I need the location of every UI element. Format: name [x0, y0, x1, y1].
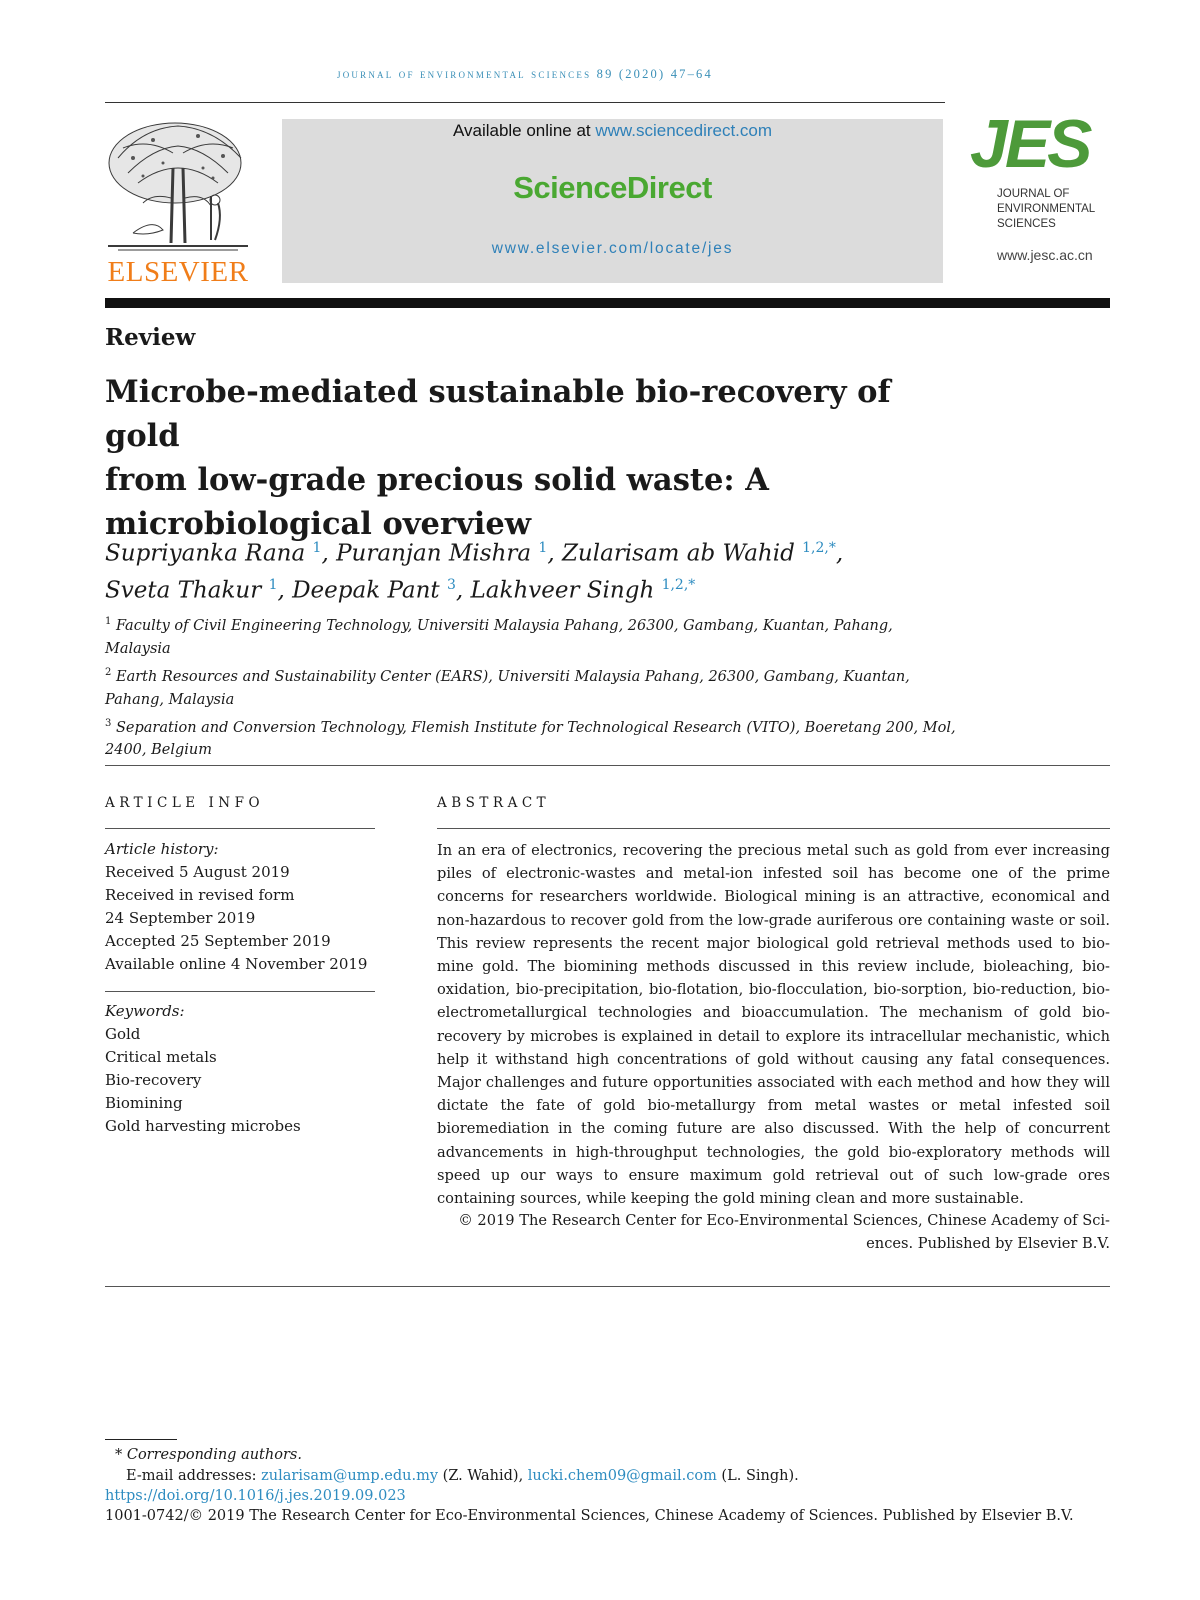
abstract-copyright: [437, 1209, 1110, 1255]
sciencedirect-brand: ScienceDirect: [513, 170, 712, 205]
masthead-rule: [105, 298, 1110, 308]
doi-link[interactable]: https://doi.org/10.1016/j.jes.2019.09.023: [105, 1488, 406, 1504]
email-link-wahid[interactable]: zularisam@ump.edu.my: [261, 1468, 439, 1484]
header-rule: [105, 102, 945, 103]
history-item: Accepted 25 September 2019: [105, 932, 331, 950]
keyword: Bio-recovery: [105, 1071, 202, 1089]
author-list: [105, 533, 1005, 606]
affiliation: [105, 610, 965, 638]
jes-name-line: SCIENCES: [997, 218, 1056, 230]
affiliation-number: 3: [105, 717, 112, 729]
corresponding-note: [115, 1445, 1015, 1465]
running-head: journal of environmental sciences 89 (2020) 47–64: [337, 67, 713, 81]
author-separator: ,: [547, 540, 562, 567]
author-name: Supriyanka Rana: [105, 540, 306, 567]
article-type: Review: [105, 324, 196, 351]
abstract-text: In an era of electronics, recovering the precious metal such as gold from ever increasing piles of electronic-wastes and metal-ion infested soil has become one of the prime concerns for researchers worldwide. Biological mining is an attractive, economical and non-hazardous to recover gold from the low-grade auriferous ore containing waste or soil. This review represents the recent major biological gold retrieval methods used to bio-mine gold. The biomining methods discussed in this review include, bioleaching, bio-oxidation, bio-precipitation, bio-flotation, bio-flocculation, bio-sorption, bio-reduction, bio-electrometallurgical technologies and bioaccumulation. The mechanism of gold bio-recovery by microbes is explained in detail to explore its intracellular mechanistic, which help it withstand high concentrations of gold without causing any fatal consequences. Major challenges and future opportunities associated with each method and how they will dictate the fate of gold bio-metallurgy from metal wastes or metal infested soil bioremediation in the coming future are also discussed. With the help of concurrent advancements in high-throughput technologies, the gold bio-exploratory methods will speed up our ways to ensure maximum gold retrieval out of such low-grade ores containing sources, while keeping the gold mining clean and more sustainable.: [437, 842, 1110, 1208]
affiliation-number: 1: [105, 616, 112, 627]
author-name: Zularisam ab Wahid: [561, 540, 795, 567]
article-title: [105, 370, 965, 546]
elsevier-logo-text: ELSEVIER: [107, 256, 249, 288]
affiliation-continued: 2400, Belgium: [105, 742, 213, 759]
corresponding-label: Corresponding authors.: [126, 1447, 302, 1463]
email-link-singh[interactable]: lucki.chem09@gmail.com: [527, 1468, 717, 1484]
history-item: Received in revised form: [105, 886, 295, 904]
author-name: Sveta Thakur: [105, 577, 262, 604]
abstract-rule: [437, 828, 1110, 829]
affiliation-text: Faculty of Civil Engineering Technology, Universiti Malaysia Pahang, 26300, Gambang, Kuantan, Pahang,: [115, 617, 893, 634]
keywords: [105, 1000, 385, 1138]
title-line: microbiological overview: [105, 506, 531, 542]
abstract-end-rule: [105, 1286, 1110, 1287]
affiliation-list: [105, 610, 965, 762]
sciencedirect-link[interactable]: www.sciencedirect.com: [595, 121, 773, 140]
jes-journal-name: [997, 187, 1095, 232]
title-line: from low-grade precious solid waste: A: [105, 462, 769, 498]
history-item: Received 5 August 2019: [105, 863, 290, 881]
author-separator: ,: [455, 577, 471, 604]
jes-name-line: JOURNAL OF: [997, 188, 1070, 200]
section-divider: [105, 765, 1110, 766]
affiliation-number: 2: [105, 666, 112, 678]
affiliation-continued: Malaysia: [105, 640, 171, 657]
affiliation: [105, 712, 965, 740]
abstract-heading: ABSTRACT: [437, 795, 551, 811]
author-affil-ref[interactable]: 1: [312, 540, 322, 556]
jes-logo: JES: [970, 106, 1090, 182]
title-line: Microbe-mediated sustainable bio-recovery of gold: [105, 374, 891, 454]
history-item: Available online 4 November 2019: [105, 955, 368, 973]
affiliation-text: Separation and Conversion Technology, Flemish Institute for Technological Research (VITO), Boeretang 200, Mol,: [115, 719, 956, 736]
available-online-label: Available online at: [452, 121, 596, 140]
author-affil-ref[interactable]: 1: [538, 540, 548, 556]
article-history-label: Article history:: [105, 840, 219, 858]
keywords-rule: [105, 991, 375, 992]
copyright-line: ences. Published by Elsevier B.V.: [866, 1235, 1110, 1252]
author-name: Lakhveer Singh: [470, 577, 655, 604]
issn-copyright: 1001-0742/© 2019 The Research Center for Eco-Environmental Sciences, Chinese Academy of Sciences. Published by Elsevier B.V.: [105, 1508, 1074, 1524]
keyword: Biomining: [105, 1094, 183, 1112]
jes-name-line: ENVIRONMENTAL: [997, 203, 1096, 215]
available-online-line: [282, 121, 943, 141]
author-affil-ref[interactable]: 1: [268, 576, 278, 593]
author-name: Puranjan Mishra: [336, 540, 532, 567]
asterisk-marker: *: [115, 1447, 127, 1463]
author-affil-ref[interactable]: 1,2,*: [802, 540, 836, 556]
article-info-heading: ARTICLE INFO: [105, 795, 265, 811]
keyword: Gold harvesting microbes: [105, 1117, 301, 1135]
email-owner: (Z. Wahid),: [438, 1468, 528, 1484]
elsevier-tree-icon: [103, 118, 253, 258]
keywords-label: Keywords:: [105, 1002, 185, 1020]
history-item: 24 September 2019: [105, 909, 256, 927]
author-affil-ref[interactable]: 1,2,*: [661, 576, 696, 593]
article-info-rule: [105, 828, 375, 829]
affiliation-text: Earth Resources and Sustainability Center (EARS), Universiti Malaysia Pahang, 26300, Gambang, Kuantan,: [115, 668, 910, 685]
email-label: E-mail addresses:: [126, 1468, 262, 1484]
article-history: [105, 838, 385, 976]
affiliation-continued: Pahang, Malaysia: [105, 691, 235, 708]
author-separator: ,: [835, 540, 844, 567]
jes-url[interactable]: www.jesc.ac.cn: [997, 247, 1093, 263]
email-line: [126, 1466, 1106, 1486]
keyword: Gold: [105, 1025, 141, 1043]
affiliation: [105, 661, 965, 689]
author-separator: ,: [321, 540, 337, 567]
email-owner: (L. Singh).: [716, 1468, 799, 1484]
author-affil-ref[interactable]: 3: [446, 576, 456, 593]
keyword: Critical metals: [105, 1048, 217, 1066]
footnote-rule: [105, 1439, 177, 1440]
author-separator: ,: [277, 577, 293, 604]
copyright-line: © 2019 The Research Center for Eco-Environmental Sciences, Chinese Academy of Sci-: [458, 1212, 1110, 1229]
author-name: Deepak Pant: [292, 577, 440, 604]
journal-locate-link[interactable]: www.elsevier.com/locate/jes: [491, 240, 734, 257]
